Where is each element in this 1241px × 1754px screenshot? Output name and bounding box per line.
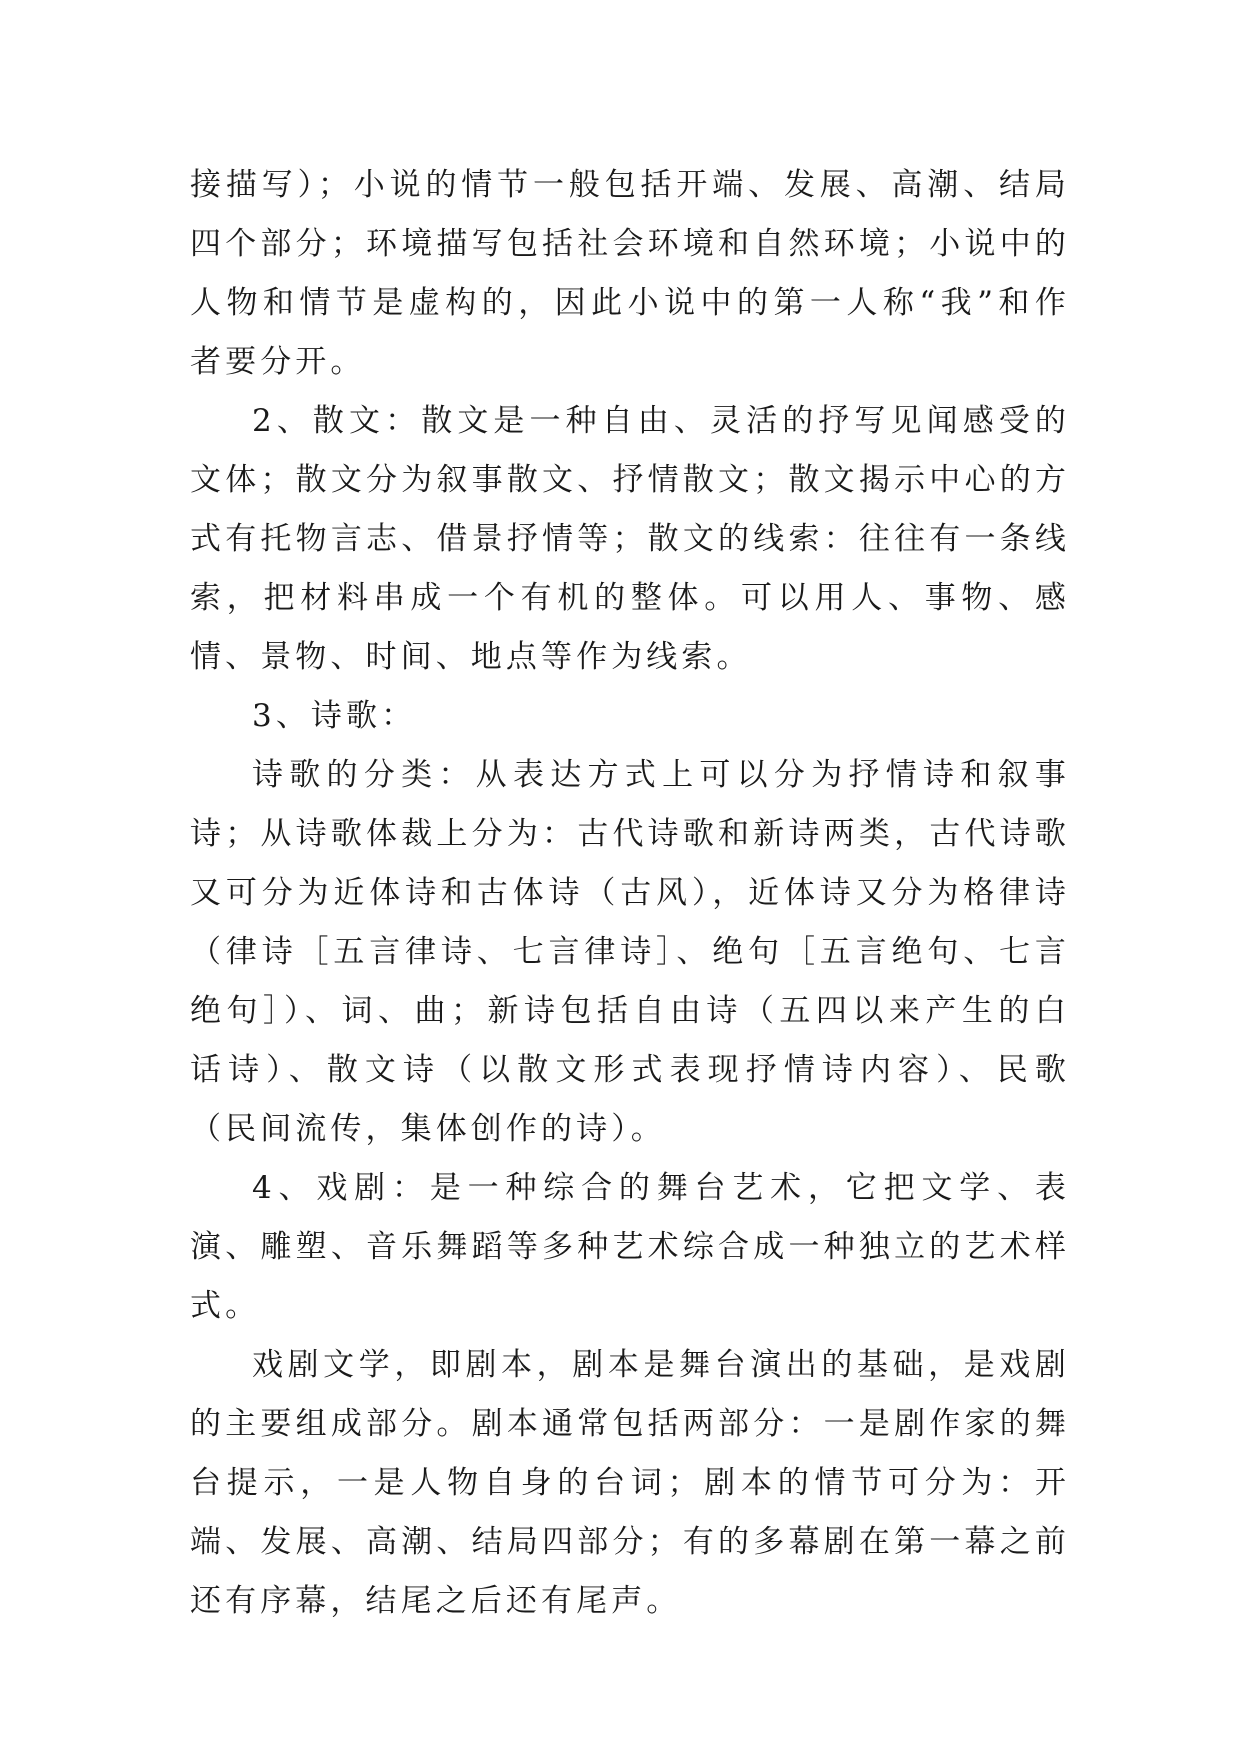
paragraph-prose: 2、散文：散文是一种自由、灵活的抒写见闻感受的文体；散文分为叙事散文、抒情散文；散文揭示中心的方式有托物言志、借景抒情等；散文的线索：往往有一条线索，把材料串成一个有机的整体。可以用人、事物、感情、景物、时间、地点等作为线索。 bbox=[190, 403, 1070, 675]
paragraph-poetry-classification: 诗歌的分类：从表达方式上可以分为抒情诗和叙事诗；从诗歌体裁上分为：古代诗歌和新诗两类，古代诗歌又可分为近体诗和古体诗（古风），近体诗又分为格律诗（律诗［五言律诗、七言律诗］、绝句［五言绝句、七言绝句］）、词、曲；新诗包括自由诗（五四以来产生的白话诗）、散文诗（以散文形式表现抒情诗内容）、民歌（民间流传，集体创作的诗）。 bbox=[190, 757, 1070, 1147]
paragraph-poetry-heading: 3、诗歌： bbox=[252, 698, 417, 734]
paragraph-novel-continuation: 接描写）；小说的情节一般包括开端、发展、高潮、结局四个部分；环境描写包括社会环境和自然环境；小说中的人物和情节是虚构的，因此小说中的第一人称“我”和作者要分开。 bbox=[190, 167, 1070, 380]
body-text bbox=[190, 156, 1070, 1631]
paragraph-drama: 4、戏剧：是一种综合的舞台艺术，它把文学、表演、雕塑、音乐舞蹈等多种艺术综合成一种独立的艺术样式。 bbox=[190, 1170, 1070, 1324]
paragraph-drama-literature: 戏剧文学，即剧本，剧本是舞台演出的基础，是戏剧的主要组成部分。剧本通常包括两部分：一是剧作家的舞台提示，一是人物自身的台词；剧本的情节可分为：开端、发展、高潮、结局四部分；有的多幕剧在第一幕之前还有序幕，结尾之后还有尾声。 bbox=[190, 1347, 1070, 1619]
